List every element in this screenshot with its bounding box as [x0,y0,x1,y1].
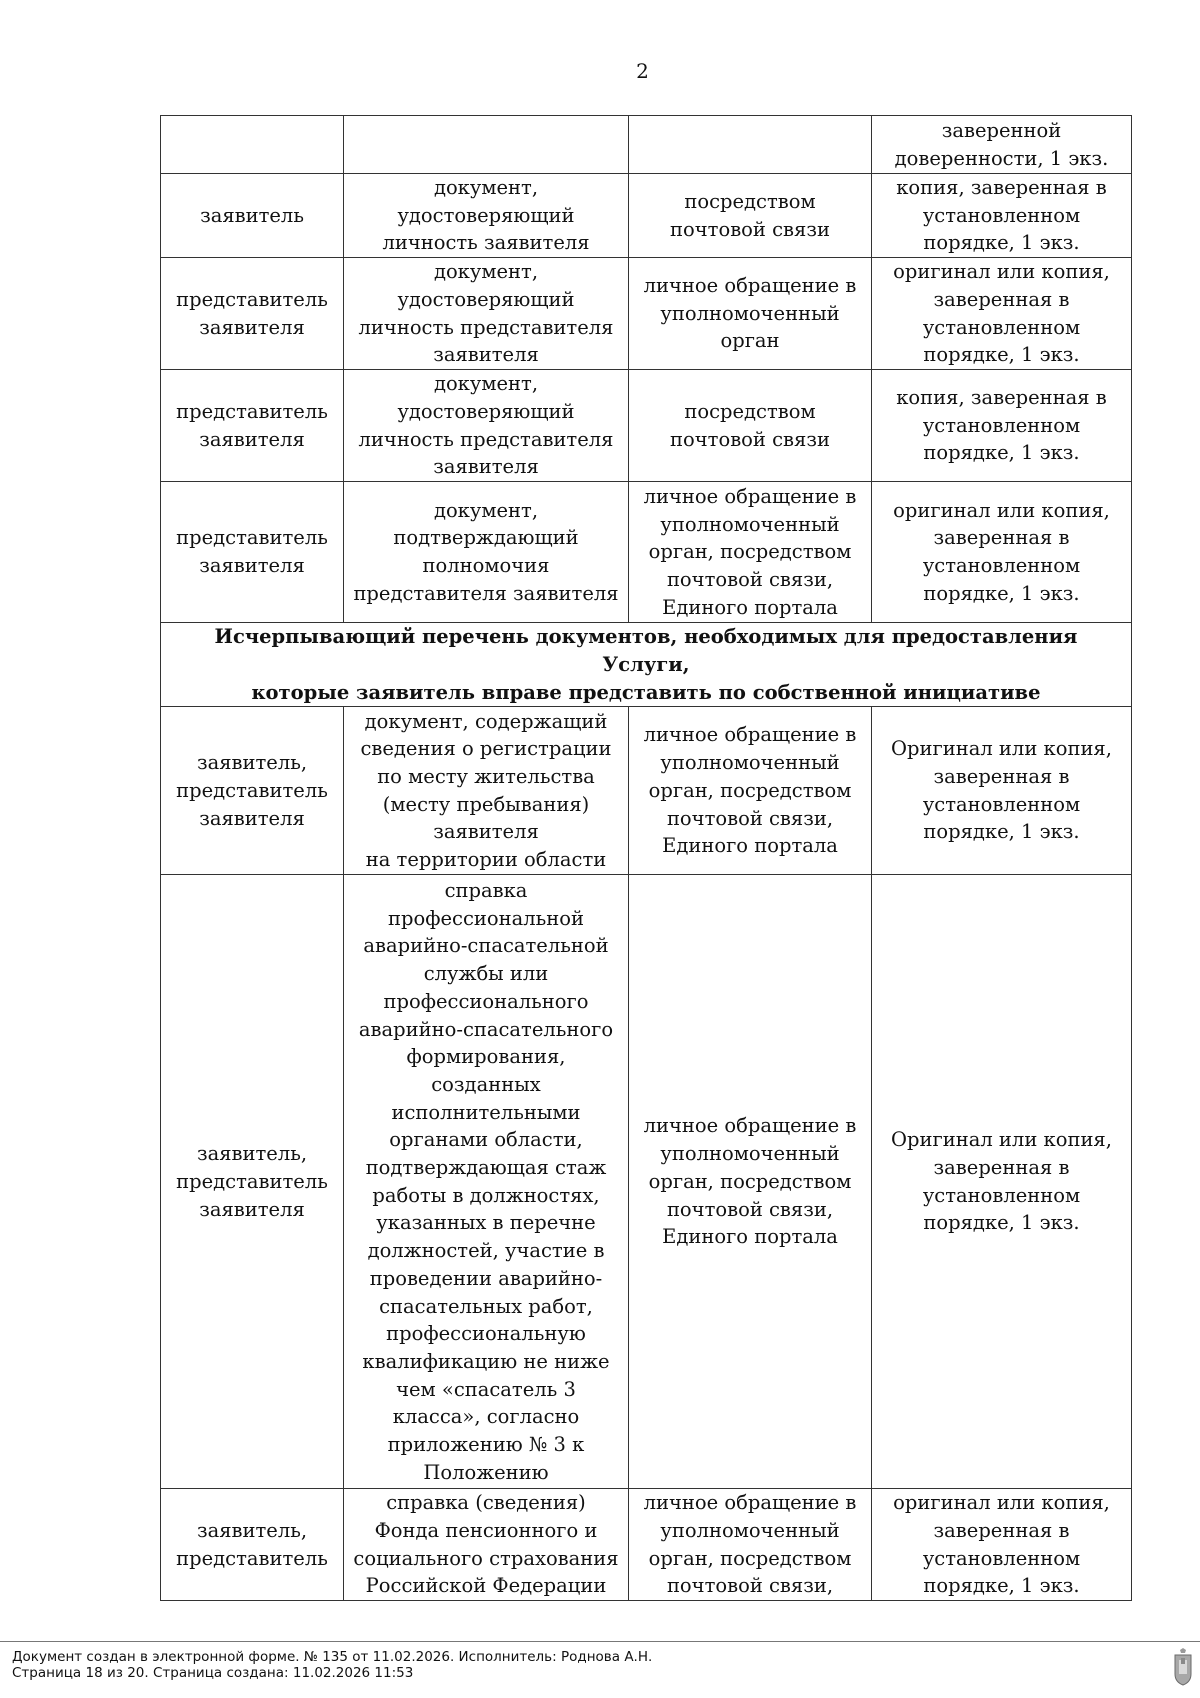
table-cell-applicant: заявитель, представитель заявителя [161,875,344,1489]
coat-of-arms-icon [1172,1648,1194,1686]
table-cell-applicant: представитель заявителя [161,258,344,370]
table-cell-document: справка профессиональной аварийно-спасательной службы или профессионального аварийно-спасательного формирования, созданных исполнительными органами области, подтверждающая стаж работы в должностях, указанных в перечне должностей, участие в проведении аварийно- спасательных работ, профессиональную квалификацию не ниже чем «спасатель 3 класса», согласно приложению № 3 к Положению [344,875,629,1489]
table-cell-form: Оригинал или копия, заверенная в установленном порядке, 1 экз. [872,875,1132,1489]
table-cell-form: копия, заверенная в установленном порядке, 1 экз. [872,370,1132,482]
table-row [161,482,1132,623]
table-cell-method: личное обращение в уполномоченный орган [629,258,872,370]
table-cell-applicant: представитель заявителя [161,482,344,623]
table-cell-document: документ, содержащий сведения о регистрации по месту жительства (месту пребывания) заявителя на территории области [344,707,629,875]
table-cell-document [344,116,629,174]
table-cell-method: посредством почтовой связи [629,174,872,258]
table-cell-form: оригинал или копия, заверенная в установленном порядке, 1 экз. [872,258,1132,370]
footer-divider [0,1641,1200,1642]
table-cell-method: личное обращение в уполномоченный орган, посредством почтовой связи, Единого портала [629,482,872,623]
table-cell-form: оригинал или копия, заверенная в установленном порядке, 1 экз. [872,482,1132,623]
table-cell-method: личное обращение в уполномоченный орган, посредством почтовой связи, Единого портала [629,707,872,875]
table-row [161,116,1132,174]
table-row [161,875,1132,1489]
table-cell-document: документ, удостоверяющий личность представителя заявителя [344,370,629,482]
table-cell-method: личное обращение в уполномоченный орган, посредством почтовой связи, [629,1489,872,1601]
table-section-row [161,623,1132,707]
section-header: Исчерпывающий перечень документов, необходимых для предоставления Услуги, которые заявитель вправе представить по собственной инициативе [161,623,1132,707]
table-row [161,707,1132,875]
table-cell-document: документ, подтверждающий полномочия представителя заявителя [344,482,629,623]
table-cell-method: личное обращение в уполномоченный орган, посредством почтовой связи, Единого портала [629,875,872,1489]
table-cell-applicant: заявитель [161,174,344,258]
table-cell-form: копия, заверенная в установленном порядке, 1 экз. [872,174,1132,258]
page-number: 2 [636,59,649,83]
table-row [161,1489,1132,1601]
table-cell-method: посредством почтовой связи [629,370,872,482]
table-cell-method [629,116,872,174]
footer [12,1649,652,1681]
table-cell-applicant: заявитель, представитель [161,1489,344,1601]
table-cell-applicant: представитель заявителя [161,370,344,482]
table-cell-applicant [161,116,344,174]
table-cell-form: оригинал или копия, заверенная в установленном порядке, 1 экз. [872,1489,1132,1601]
table-cell-document: документ, удостоверяющий личность заявителя [344,174,629,258]
table-cell-document: документ, удостоверяющий личность представителя заявителя [344,258,629,370]
table-cell-applicant: заявитель, представитель заявителя [161,707,344,875]
footer-line-2: Страница 18 из 20. Страница создана: 11.02.2026 11:53 [12,1665,414,1681]
table-row [161,174,1132,258]
table-cell-document: справка (сведения) Фонда пенсионного и социального страхования Российской Федерации [344,1489,629,1601]
table-row [161,370,1132,482]
table-cell-form: заверенной доверенности, 1 экз. [872,116,1132,174]
table-row [161,258,1132,370]
table-cell-form: Оригинал или копия, заверенная в установленном порядке, 1 экз. [872,707,1132,875]
footer-line-1: Документ создан в электронной форме. № 135 от 11.02.2026. Исполнитель: Роднова А.Н. [12,1649,653,1665]
documents-table [160,115,1132,1601]
